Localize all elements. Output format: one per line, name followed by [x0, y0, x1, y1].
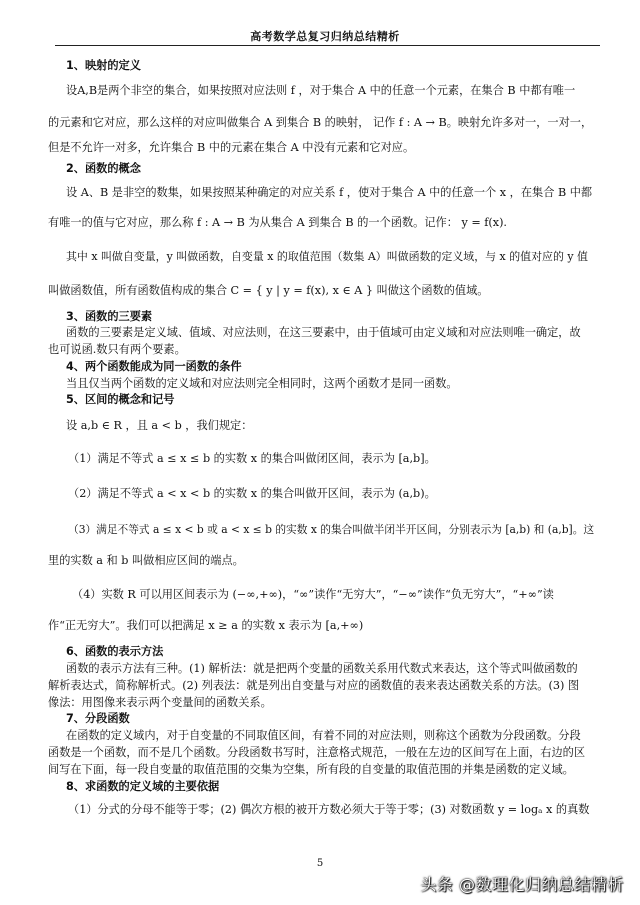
section-4-line: 当且仅当两个函数的定义域和对应法则完全相同时，这两个函数才是同一函数。 [66, 377, 458, 390]
section-3-line: 函数的三要素是定义域、值域、对应法则，在这三要素中，由于值域可由定义域和对应法则唯一确定，故 [66, 326, 581, 339]
section-7-heading: 7、分段函数 [66, 712, 130, 725]
section-6-line: 像法：用图像来表示两个变量间的函数关系。 [48, 696, 272, 709]
section-6-heading: 6、函数的表示方法 [66, 645, 164, 658]
section-5-item: （3）满足不等式 a ≤ x < b 或 a < x ≤ b 的实数 x 的集合叫做半闭半开区间，分别表示为 [a,b) 和 (a,b]。这 [68, 523, 595, 536]
section-7-line: 函数是一个函数，而不是几个函数。分段函数书写时，注意格式规范，一般在左边的区间写在上面，右边的区 [48, 746, 586, 759]
section-2-line: 其中 x 叫做自变量，y 叫做函数，自变量 x 的取值范围（数集 A）叫做函数的定义域，与 x 的值对应的 y 值 [66, 250, 588, 263]
section-7-line: 在函数的定义域内，对于自变量的不同取值区间，有着不同的对应法则，则称这个函数为分段函数。分段 [66, 729, 581, 742]
section-5-line: 设 a,b ∈ R ，且 a < b ，我们规定： [66, 419, 253, 432]
section-6-line: 函数的表示方法有三种。(1) 解析法：就是把两个变量的函数关系用代数式来表达，这个等式叫做函数的 [66, 662, 578, 675]
section-2-line: 有唯一的值与它对应，那么称 f : A → B 为从集合 A 到集合 B 的一个函数。记作： y = f(x). [48, 216, 507, 229]
section-3-line: 也可说函.数只有两个要素。 [48, 343, 186, 356]
section-2-heading: 2、函数的概念 [66, 162, 141, 175]
section-1-line: 设A,B是两个非空的集合，如果按照对应法则 f ，对于集合 A 中的任意一个元素，在集合 B 中都有唯一 [66, 84, 576, 97]
section-1-line: 的元素和它对应，那么这样的对应叫做集合 A 到集合 B 的映射， 记作 f : A → B。映射允许多对一，一对一， [48, 116, 593, 129]
section-4-heading: 4、两个函数能成为同一函数的条件 [66, 360, 242, 373]
section-8-line: （1）分式的分母不能等于零；(2) 偶次方根的被开方数必须大于等于零；(3) 对数函数 y = logₐ x 的真数 [68, 803, 590, 816]
section-3-heading: 3、函数的三要素 [66, 310, 153, 323]
section-5-item: 里的实数 a 和 b 叫做相应区间的端点。 [48, 554, 244, 567]
section-5-item: （2）满足不等式 a < x < b 的实数 x 的集合叫做开区间，表示为 (a,b)。 [68, 487, 436, 500]
section-1-heading: 1、映射的定义 [66, 59, 141, 72]
section-1-line: 但是不允许一对多，允许集合 B 中的元素在集合 A 中没有元素和它对应。 [48, 141, 415, 154]
section-5-item: （1）满足不等式 a ≤ x ≤ b 的实数 x 的集合叫做闭区间，表示为 [a,b]。 [68, 452, 436, 465]
section-2-line: 设 A、B 是非空的数集，如果按照某种确定的对应关系 f ，使对于集合 A 中的任意一个 x ，在集合 B 中都 [66, 186, 593, 199]
section-5-item: （4）实数 R 可以用区间表示为 (−∞,+∞)，“∞”读作“无穷大”，“−∞”读作“负无穷大”，“+∞”读 [72, 588, 554, 601]
section-6-line: 解析表达式，简称解析式。(2) 列表法：就是列出自变量与对应的函数值的表来表达函数关系的方法。(3) 图 [48, 679, 580, 692]
section-2-line: 叫做函数值，所有函数值构成的集合 C = { y | y = f(x), x ∈ A } 叫做这个函数的值域。 [48, 284, 489, 297]
page-header-title: 高考数学总复习归纳总结精析 [250, 30, 400, 43]
section-8-heading: 8、求函数的定义域的主要依据 [66, 780, 220, 793]
section-5-heading: 5、区间的概念和记号 [66, 393, 175, 406]
section-7-line: 间写在下面，每一段自变量的取值范围的交集为空集，所有段的自变量的取值范围的并集是函数的定义域。 [48, 763, 574, 776]
section-5-item: 作“正无穷大”。我们可以把满足 x ≥ a 的实数 x 表示为 [a,+∞) [48, 619, 364, 632]
header-rule [55, 45, 600, 46]
page-number: 5 [316, 858, 324, 869]
watermark: 头条 @数理化归纳总结精析 [420, 875, 624, 894]
